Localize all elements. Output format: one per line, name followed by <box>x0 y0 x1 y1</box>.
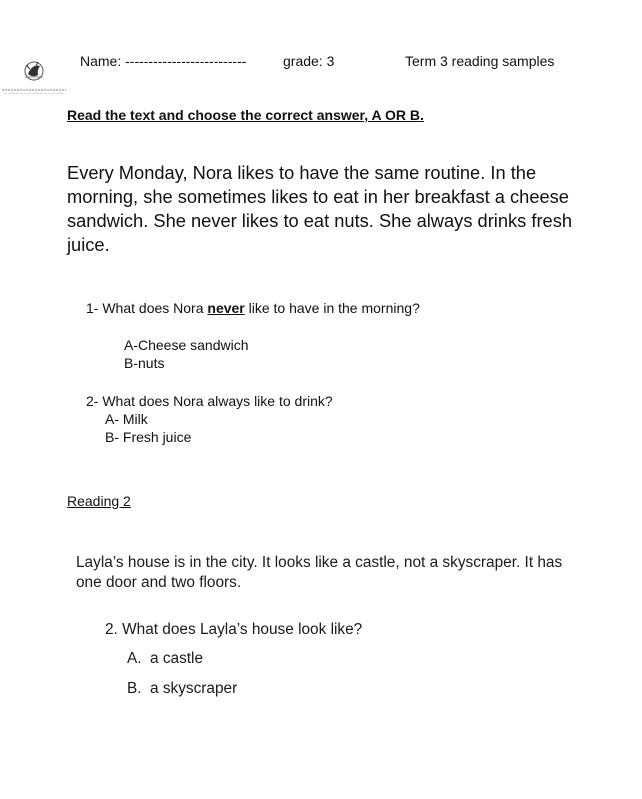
question-3-option-a <box>127 650 203 668</box>
question-2-options <box>105 410 191 446</box>
option-text: a skyscraper <box>150 680 238 697</box>
reading-passage-2: Layla’s house is in the city. It looks like a castle, not a skyscraper. It has one door and two floors. <box>76 554 563 591</box>
instruction-heading: Read the text and choose the correct answer, A OR B. <box>67 107 424 123</box>
logo-caption <box>0 84 68 94</box>
question-1 <box>86 299 420 317</box>
grade-label: grade: 3 <box>283 53 335 69</box>
question-1-prefix: 1- What does Nora <box>86 300 208 316</box>
school-logo <box>0 60 68 100</box>
school-emblem-icon <box>0 60 68 100</box>
question-1-emphasis: never <box>207 300 245 316</box>
question-1-options <box>124 336 249 372</box>
name-field-label: Name: -------------------------- <box>80 53 247 69</box>
question-2-option-b: B- Fresh juice <box>105 429 192 445</box>
term-label: Term 3 reading samples <box>405 53 555 69</box>
question-3: 2. What does Layla’s house look like? <box>105 621 363 638</box>
option-text: a castle <box>150 650 204 667</box>
option-letter: A. <box>127 650 142 667</box>
question-1-option-b: B-nuts <box>124 355 165 371</box>
option-letter: B. <box>127 680 142 697</box>
question-2-option-a: A- Milk <box>105 411 148 427</box>
question-1-option-a: A-Cheese sandwich <box>124 337 249 353</box>
reading-passage-1: Every Monday, Nora likes to have the same routine. In the morning, she sometimes likes to eat in her breakfast a cheese sandwich. She never likes to eat nuts. She always drinks fresh juice. <box>67 162 573 255</box>
reading-2-heading: Reading 2 <box>67 493 131 509</box>
question-3-option-b <box>127 680 237 698</box>
question-2: 2- What does Nora always like to drink? <box>86 393 333 409</box>
question-1-suffix: like to have in the morning? <box>244 300 420 316</box>
